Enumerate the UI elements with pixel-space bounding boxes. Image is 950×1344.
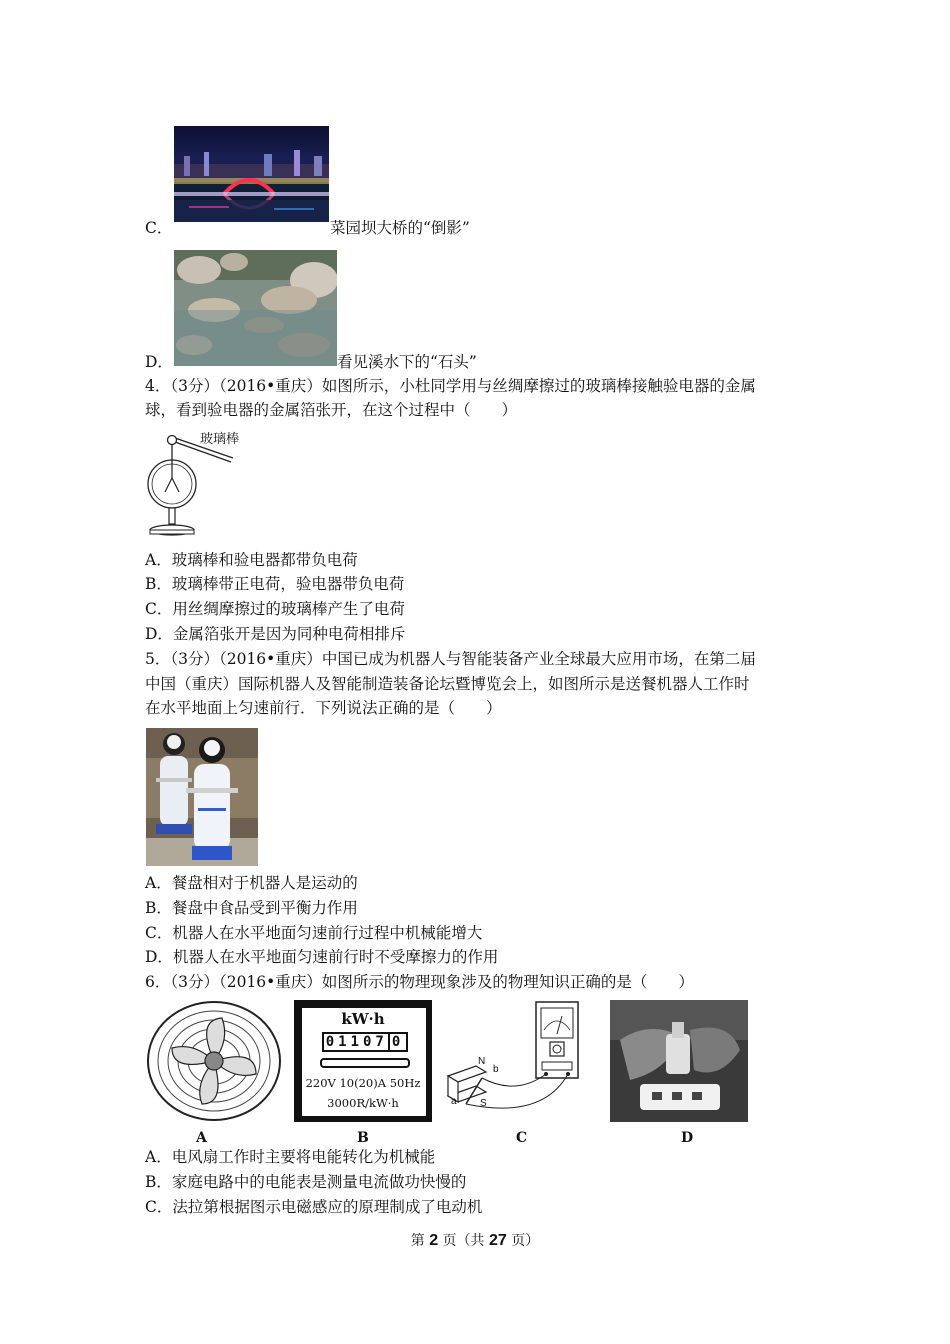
option-3c [145, 218, 470, 238]
meter-digits: 01107 [325, 1034, 388, 1050]
option-6a: A．电风扇工作时主要将电能转化为机械能 [145, 1148, 436, 1166]
power-strip-photo [610, 1000, 748, 1122]
meter-spec-2: 3000R/kW·h [327, 1096, 399, 1110]
option-4c: C．用丝绸摩擦过的玻璃棒产生了电荷 [145, 600, 405, 618]
question-5-stem-cont2: 在水平地面上匀速前行．下列说法正确的是（ ） [145, 699, 502, 717]
terminal-b-label: b [493, 1064, 499, 1075]
option-text: 菜园坝大桥的“倒影” [330, 219, 470, 237]
pole-s-label: S [480, 1098, 487, 1109]
option-5b: B．餐盘中食品受到平衡力作用 [145, 899, 358, 917]
glass-rod-label: 玻璃棒 [200, 432, 240, 447]
page-footer [0, 1230, 950, 1250]
footer-mid: 页（共 [442, 1233, 485, 1249]
footer-post: 页） [511, 1233, 540, 1249]
question-4-stem-cont: 球，看到验电器的金属箔张开，在这个过程中（ ） [145, 401, 518, 419]
option-label: C． [145, 219, 173, 237]
figure-label-a: A [196, 1130, 207, 1146]
electric-fan-figure [146, 1000, 282, 1122]
option-text: 看见溪水下的“石头” [337, 353, 477, 371]
option-5d: D．机器人在水平地面匀速前行时不受摩擦力的作用 [145, 948, 499, 966]
question-5-stem: 5．（3分）（2016•重庆）中国已成为机器人与智能装备产业全球最大应用市场，在第二届 [145, 650, 756, 668]
meter-reading [322, 1032, 408, 1052]
footer-pre: 第 [410, 1233, 425, 1249]
meter-last-digit: 0 [388, 1034, 404, 1050]
question-4-stem: 4．（3分）（2016•重庆）如图所示，小杜同学用与丝绸摩擦过的玻璃棒接触验电器的金属 [145, 377, 756, 395]
page-total: 27 [489, 1232, 507, 1249]
terminal-a-label: a [451, 1096, 457, 1107]
question-5-stem-cont: 中国（重庆）国际机器人及智能制造装备论坛暨博览会上，如图所示是送餐机器人工作时 [145, 675, 750, 693]
meter-unit: kW·h [341, 1010, 385, 1028]
electricity-meter-figure [294, 1000, 432, 1122]
option-3d [145, 352, 477, 372]
induction-galvanometer-figure [446, 1000, 588, 1122]
option-5a: A．餐盘相对于机器人是运动的 [145, 874, 358, 892]
meter-disc [320, 1058, 410, 1068]
option-5c: C．机器人在水平地面匀速前行过程中机械能增大 [145, 924, 483, 942]
stream-stones-photo [174, 250, 337, 366]
meter-spec-1: 220V 10(20)A 50Hz [305, 1076, 421, 1090]
option-label: D． [145, 353, 173, 371]
option-6b: B．家庭电路中的电能表是测量电流做功快慢的 [145, 1173, 467, 1191]
pole-n-label: N [478, 1056, 486, 1067]
figure-label-b: B [357, 1130, 369, 1146]
bridge-reflection-photo [174, 126, 329, 222]
figure-label-c: C [516, 1130, 528, 1146]
question-6-stem: 6．（3分）（2016•重庆）如图所示的物理现象涉及的物理知识正确的是（ ） [145, 973, 694, 991]
option-6c: C．法拉第根据图示电磁感应的原理制成了电动机 [145, 1198, 483, 1216]
figure-label-d: D [681, 1130, 694, 1146]
delivery-robot-photo [146, 728, 258, 866]
option-4d: D．金属箔张开是因为同种电荷相排斥 [145, 625, 406, 643]
option-4b: B．玻璃棒带正电荷，验电器带负电荷 [145, 575, 405, 593]
page-number: 2 [429, 1232, 439, 1249]
option-4a: A．玻璃棒和验电器都带负电荷 [145, 551, 358, 569]
